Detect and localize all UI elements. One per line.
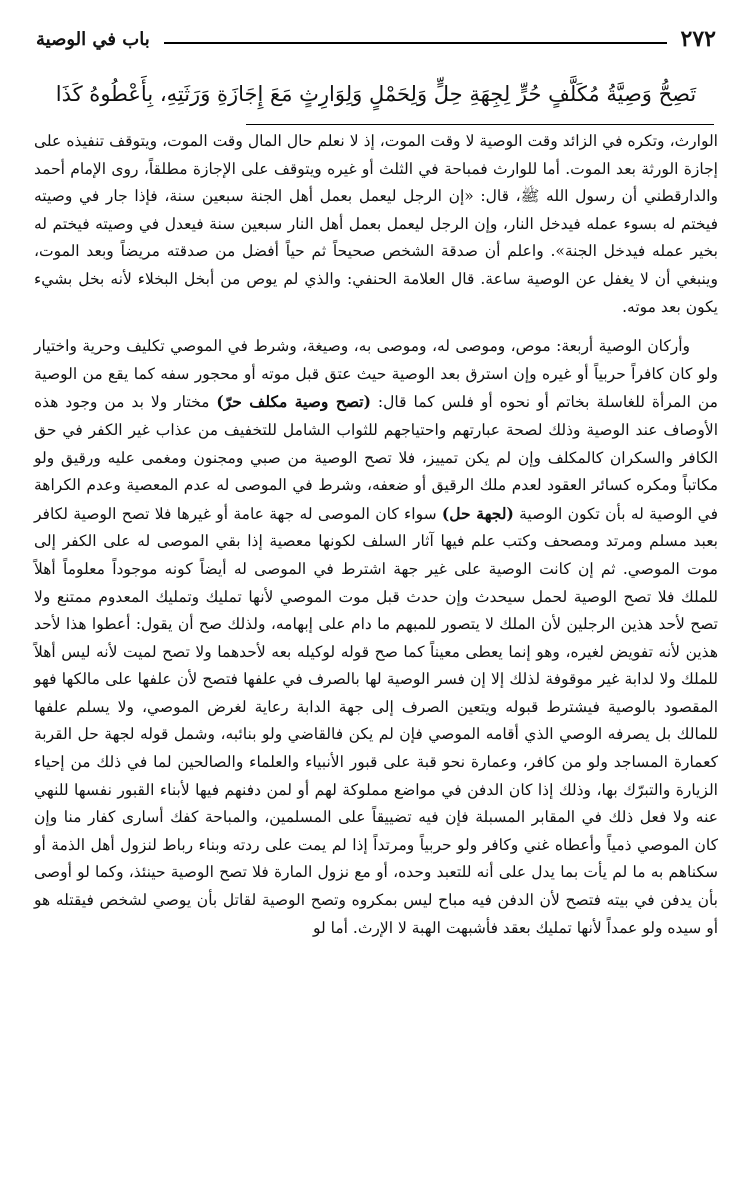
page-number: ٢٧٢ [680, 26, 716, 52]
paragraph-text: وأركان الوصية أربعة: موص، وموصى له، وموصى به، وصيغة، وشرط في الموصي تكليف وحرية واختيار ولو كان كافراً حربياً أو غيره وإن استرق بعد الوصية حيث عتق قبل موته أو محجور سفه كما يقع من الوصية من المرأة للغاسلة بخاتم أو نحوه أو فلس كما قال: [34, 337, 718, 412]
paragraph [34, 333, 718, 942]
matn-text: تَصِحُّ وَصِيَّةُ مُكَلَّفٍ حُرٍّ لِجِهَةِ حِلٍّ وَلِحَمْلٍ وَلِوَارِثٍ مَعَ إِجَازَةِ وَرَثَتِهِ، بِأَعْطُوهُ كَذَا [55, 82, 697, 106]
paragraph-text: سواء كان الموصى له جهة عامة أو غيرها فلا تصح الوصية لكافر بعبد مسلم ومرتد ومصحف وكتب علم فيها آثار السلف لكونها معصية إذا بقي الموصى له على الكفر إلى موت الموصي. ثم إن كانت الوصية على غير جهة اشترط في الموصى له أيضاً كونه موجوداً معلوماً أهلاً للملك فلا تصح الوصية لحمل سيحدث وإن حدث قبل موت الموصي لأنها تمليك وتمليك المعدوم ممتنع ولا تصح لأحد هذين الرجلين لأن الملك لا يتصور للمبهم ما دام على إبهامه، ولذلك صح أن يقول: أعطوا هذا لأحد هذين لأنه تفويض لغيره، وهو إنما يعطى معيناً كما صح قوله لوكيله بعه لأحدهما ولا تصح لميت لأنه ليس أهلاً للملك ولا لدابة غير موقوفة لذلك إلا إن فسر الوصية لها بالصرف في علفها فتصح لأن علفها على مالكها فهو المقصود بالوصية فيشترط قبوله ويتعين الصرف إلى جهة الدابة رعاية لغرض الموصي، ولا يسلم علفها للمالك بل يصرفه الوصي الذي أقامه الموصي فإن لم يكن فالقاضي ولو بنائبه، وشمل قوله لجهة حل القربة كعمارة المساجد ولو من كافر، وعمارة نحو قبة على قبور الأنبياء والعلماء والصالحين لما في ذلك من إحياء الزيارة والتبرّك بها، وذلك إذا كان الدفن في مواضع مملوكة لهم أو لمن دفنهم فيها لأبناء القبور نفسها للنهي عنه ولا فعل ذلك في المقابر المسبلة فإن فيه تضييقاً على المسلمين، والمباحة كفك أسارى كفار منا وإن كان الموصي ذمياً وأعطاه غني وكافر ولو حربياً ومرتداً إذا لم يمت على ردته وبناء رباط لنزول أهل الذمة أو سكناهم به ما لم يأت بما يدل على أنه للتعبد وحده، أو مع نزول المارة فلا تصح الوصية حينئذ، وكما لو أوصى بأن يدفن في بيته فتصح لأن الدفن فيه مباح ليس بمكروه وتصح الوصية لقاتل بأن يوصي لشخص فيقتله هو أو سيده ولو عمداً لأنها تمليك بعقد فأشبهت الهبة لا الإرث. أما لو [34, 504, 718, 937]
matn-divider [246, 124, 714, 125]
paragraph [34, 128, 718, 321]
header-rule [164, 42, 667, 44]
paragraph-text: الوارث، وتكره في الزائد وقت الوصية لا وقت الموت، إذ لا نعلم حال المال وقت الموت، ويتوقف تنفيذه على إجازة الورثة بعد الموت. أما للوارث فمباحة في الثلث أو غيره ويتوقف على الإجازة مطلقاً، روى الإمام أحمد والدارقطني أن رسول الله ﷺ، قال: «إن الرجل ليعمل بعمل أهل الجنة سبعين سنة، فإذا جار في وصيته فيختم له بسوء عمله فيدخل النار، وإن الرجل ليعمل بعمل أهل النار سبعين سنة فيعدل في وصيته فيختم له بخير عمله فيدخل الجنة». واعلم أن صدقة الشخص صحيحاً ثم حياً أفضل من صدقته مريضاً وبعد الموت، وينبغي أن لا يغفل عن الوصية ساعة. قال العلامة الحنفي: والذي لم يوص من أبخل البخلاء لأنه بخل بشيء يكون بعد موته. [34, 132, 718, 316]
commentary-body [34, 128, 718, 942]
chapter-title: باب في الوصية [36, 28, 150, 50]
quoted-matn-phrase: (تصح وصية مكلف حرّ) [216, 392, 371, 412]
running-header [36, 22, 716, 56]
paragraph-text: مختار ولا بد من وجود هذه الأوصاف عند الوصية وذلك لصحة عبارتهم واحتياجهم للثواب الشامل للتخفيف من عذاب غير الكفر في حق الكافر والسكران كالمكلف وإن لم يكن تمييز، فلا تصح الوصية من صبي ومجنون ومغمى عليه ورقيق ولو مكاتباً ومكره كسائر العقود لعدم ملك الرقيق أو ضعفه، وشرط في الموصى له عدم المعصية وعدم الكراهة في الوصية له بأن تكون الوصية [34, 393, 718, 523]
quoted-matn-phrase: (لجهة حل) [441, 503, 514, 523]
